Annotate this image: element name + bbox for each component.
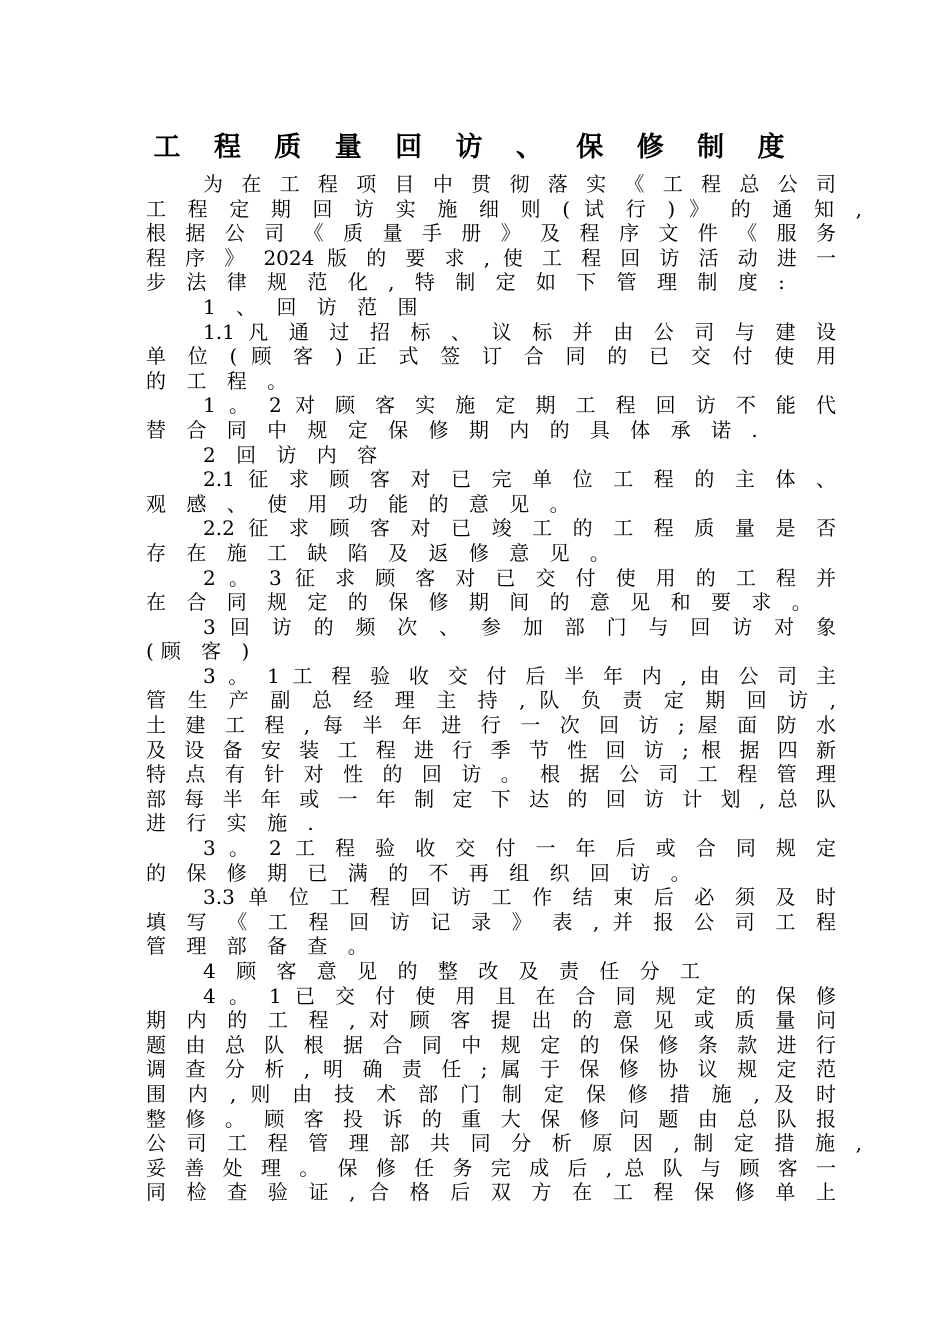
- text-line: 题 由 总 队 根 据 合 同 中 规 定 的 保 修 条 款 进 行: [146, 1032, 836, 1057]
- text-line: 工 程 定 期 回 访 实 施 细 则 ( 试 行 ) 》 的 通 知 ,: [146, 196, 862, 221]
- document-body: [146, 172, 866, 1205]
- text-line: 根 据 公 司 《 质 量 手 册 》 及 程 序 文 件 《 服 务: [146, 221, 836, 246]
- text-line: 妥 善 处 理 。 保 修 任 务 完 成 后 , 总 队 与 顾 客 一: [146, 1155, 836, 1180]
- text-line: 2.2 征 求 顾 客 对 已 竣 工 的 工 程 质 量 是 否: [203, 516, 836, 541]
- text-line: 管 生 产 副 总 经 理 主 持 , 队 负 责 定 期 回 访 ,: [146, 688, 836, 713]
- section-heading: 4 顾 客 意 见 的 整 改 及 责 任 分 工: [203, 959, 708, 983]
- text-line: 的 保 修 期 已 满 的 不 再 组 织 回 访 。: [146, 860, 698, 885]
- text-line: 2.1 征 求 顾 客 对 已 完 单 位 工 程 的 主 体 、: [203, 467, 836, 492]
- text-line: 4 。 1 已 交 付 使 用 且 在 合 同 规 定 的 保 修: [203, 983, 836, 1008]
- text-line: 替 合 同 中 规 定 保 修 期 内 的 具 体 承 诺 .: [146, 417, 765, 442]
- text-line: 3 。 1 工 程 验 收 交 付 后 半 年 内 , 由 公 司 主: [203, 663, 836, 688]
- text-line: 在 合 同 规 定 的 保 修 期 间 的 意 见 和 要 求 。: [146, 590, 819, 615]
- section-heading: 3 回 访 的 频 次 、 参 加 部 门 与 回 访 对 象: [203, 614, 836, 639]
- text-line: 2 。 3 征 求 顾 客 对 已 交 付 使 用 的 工 程 并: [203, 565, 836, 590]
- text-line: 期 内 的 工 程 , 对 顾 客 提 出 的 意 见 或 质 量 问: [146, 1008, 836, 1033]
- section-heading: 1 、 回 访 范 围: [203, 294, 425, 319]
- text-line: 单 位 ( 顾 客 ) 正 式 签 订 合 同 的 已 交 付 使 用: [146, 344, 836, 369]
- text-line: 的 工 程 。: [146, 368, 295, 393]
- text-line: 3.3 单 位 工 程 回 访 工 作 结 束 后 必 须 及 时: [203, 885, 836, 910]
- text-line: 1.1 凡 通 过 招 标 、 议 标 并 由 公 司 与 建 设: [203, 319, 836, 344]
- text-line: 同 检 查 验 证 , 合 格 后 双 方 在 工 程 保 修 单 上: [146, 1180, 836, 1205]
- text-line: 围 内 , 则 由 技 术 部 门 制 定 保 修 措 施 , 及 时: [146, 1081, 836, 1106]
- text-line: 土 建 工 程 , 每 半 年 进 行 一 次 回 访 ; 屋 面 防 水: [146, 713, 836, 738]
- text-line: 调 查 分 析 , 明 确 责 任 ; 属 于 保 修 协 议 规 定 范: [146, 1057, 836, 1082]
- text-line: 步 法 律 规 范 化 , 特 制 定 如 下 管 理 制 度 :: [146, 270, 792, 295]
- text-line: 1 。 2 对 顾 客 实 施 定 期 工 程 回 访 不 能 代: [203, 393, 836, 418]
- text-line: (顾 客 ): [146, 639, 257, 664]
- document-title: 工 程 质 量 回 访 、 保 修 制 度: [153, 132, 797, 163]
- text-line: 进 行 实 施 .: [146, 811, 321, 836]
- section-heading: 2 回 访 内 容: [203, 442, 385, 467]
- text-line: 整 修 。 顾 客 投 诉 的 重 大 保 修 问 题 由 总 队 报: [146, 1106, 836, 1131]
- text-line: 管 理 部 备 查 。: [146, 934, 375, 959]
- text-line: 及 设 备 安 装 工 程 进 行 季 节 性 回 访 ; 根 据 四 新: [146, 737, 836, 762]
- text-line: 为 在 工 程 项 目 中 贯 彻 落 实 《 工 程 总 公 司: [203, 172, 836, 196]
- text-line: 部 每 半 年 或 一 年 制 定 下 达 的 回 访 计 划 , 总 队: [146, 786, 836, 811]
- text-line: 公 司 工 程 管 理 部 共 同 分 析 原 因 , 制 定 措 施 ,: [146, 1131, 862, 1156]
- text-line: 特 点 有 针 对 性 的 回 访 。 根 据 公 司 工 程 管 理: [146, 762, 836, 787]
- text-line: 程 序 》 2024 版 的 要 求 , 使 工 程 回 访 活 动 进 一: [146, 245, 836, 270]
- text-line: 观 感 、 使 用 功 能 的 意 见 。: [146, 491, 577, 516]
- text-line: 填 写 《 工 程 回 访 记 录 》 表 , 并 报 公 司 工 程: [146, 909, 836, 934]
- text-line: 存 在 施 工 缺 陷 及 返 修 意 见 。: [146, 540, 617, 565]
- text-line: 3 。 2 工 程 验 收 交 付 一 年 后 或 合 同 规 定: [203, 836, 836, 861]
